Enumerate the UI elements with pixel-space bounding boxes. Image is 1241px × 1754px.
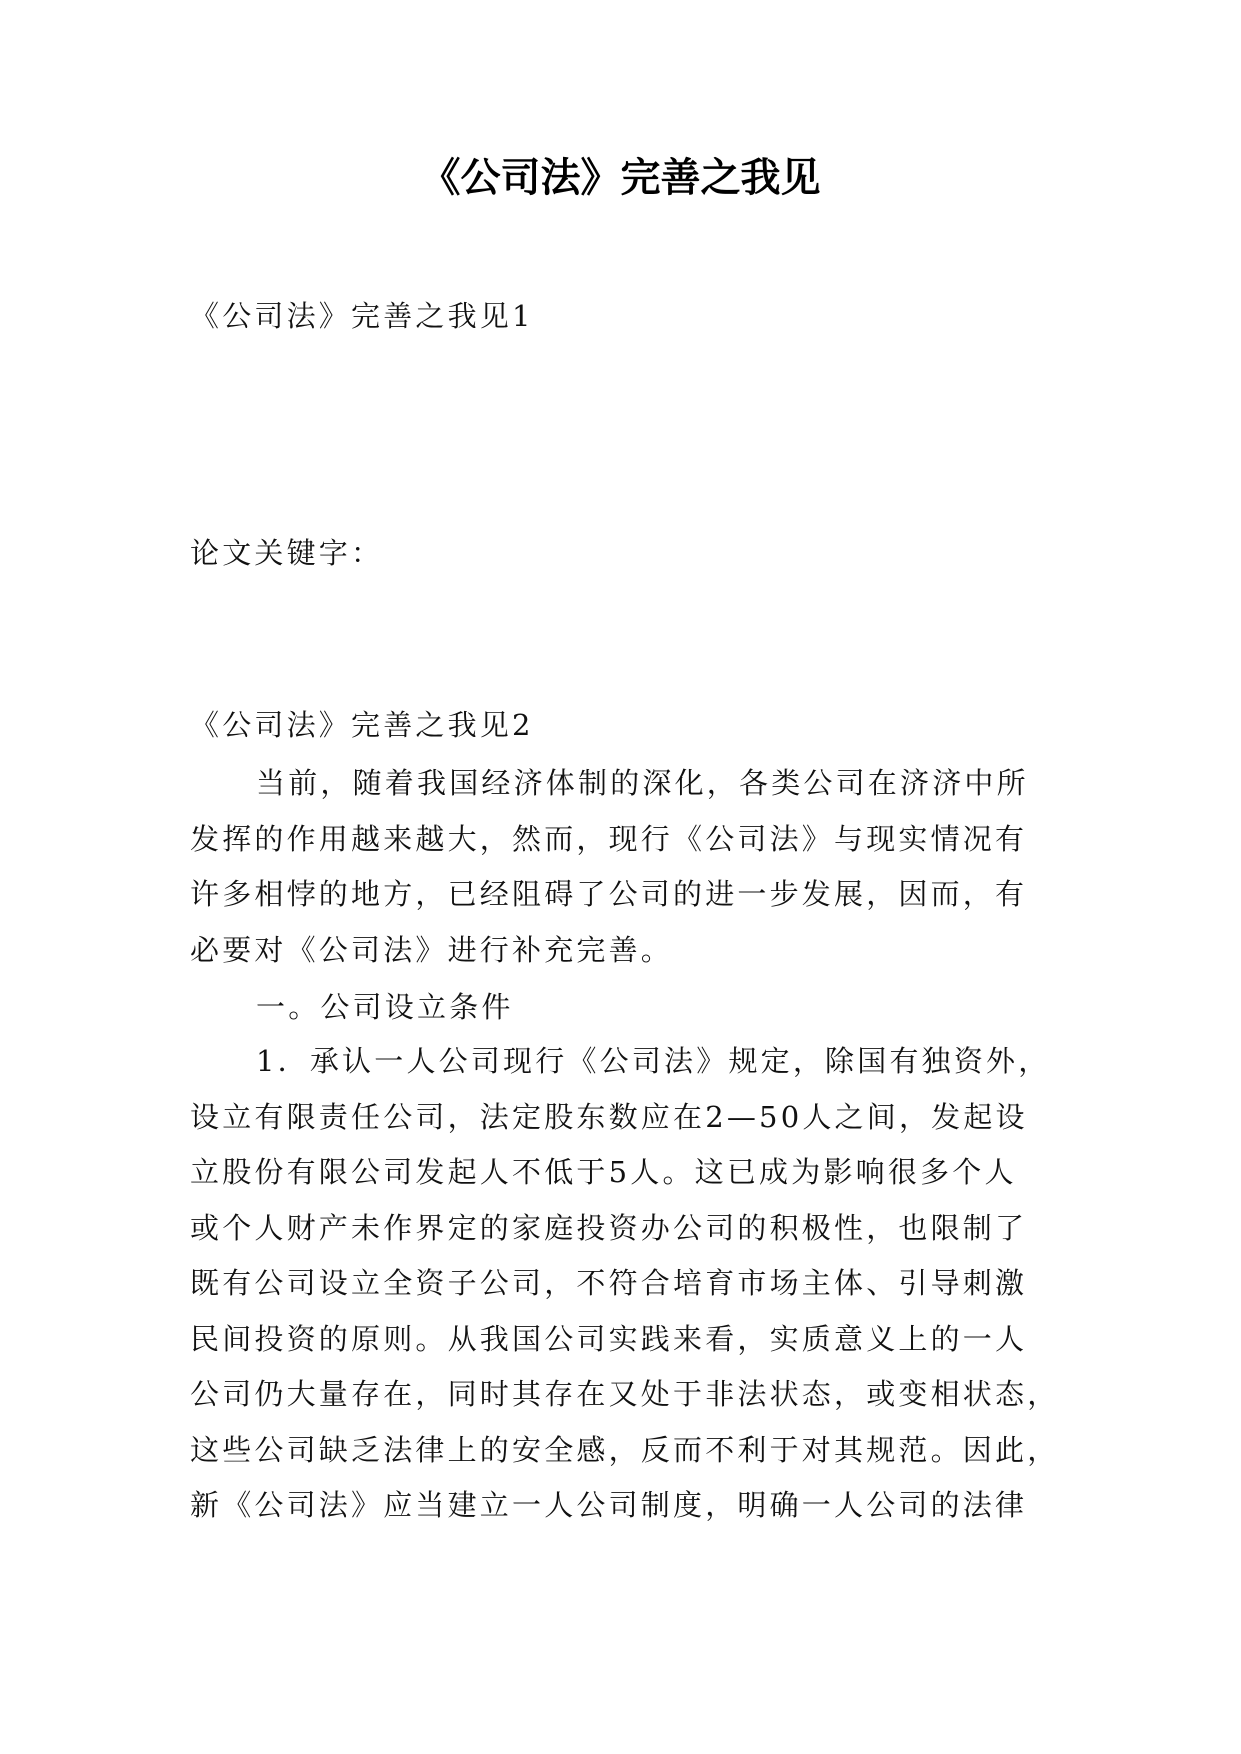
paragraph-line: 发挥的作用越来越大，然而，现行《公司法》与现实情况有 <box>190 821 1028 856</box>
paragraph-one-person-company <box>190 1034 1070 1534</box>
paragraph-line: 新《公司法》应当建立一人公司制度，明确一人公司的法律 <box>190 1488 1028 1522</box>
section-heading-2: 《公司法》完善之我见2 <box>190 708 534 742</box>
keyword-label: 论文关键字： <box>190 536 384 570</box>
paragraph-line: 许多相悖的地方，已经阻碍了公司的进一步发展，因而，有 <box>190 877 1028 911</box>
paragraph-line: 既有公司设立全资子公司，不符合培育市场主体、引导刺激 <box>190 1266 1028 1300</box>
paragraph-line: 立股份有限公司发起人不低于5人。这已成为影响很多个人 <box>190 1155 1017 1189</box>
paragraph-line: 当前，随着我国经济体制的深化，各类公司在济济中所 <box>256 766 1029 800</box>
paragraph-line: 设立有限责任公司，法定股东数应在2—50人之间，发起设 <box>190 1099 1028 1134</box>
paragraph-line: 1．承认一人公司现行《公司法》规定，除国有独资外， <box>256 1044 1051 1078</box>
paragraph-line: 公司仍大量存在，同时其存在又处于非法状态，或变相状态， <box>190 1377 1060 1411</box>
paragraph-line: 或个人财产未作界定的家庭投资办公司的积极性，也限制了 <box>190 1210 1028 1245</box>
section-heading-1: 《公司法》完善之我见1 <box>190 299 534 333</box>
section-one-heading <box>190 980 1070 1036</box>
document-title: 《公司法》完善之我见 <box>420 155 821 201</box>
paragraph-line: 这些公司缺乏法律上的安全感，反而不利于对其规范。因此， <box>190 1432 1060 1467</box>
paragraph-intro <box>190 756 1070 978</box>
paragraph-line: 民间投资的原则。从我国公司实践来看，实质意义上的一人 <box>190 1321 1028 1356</box>
paragraph-line: 必要对《公司法》进行补充完善。 <box>190 932 674 967</box>
section-one-title: 一。公司设立条件 <box>256 990 514 1024</box>
